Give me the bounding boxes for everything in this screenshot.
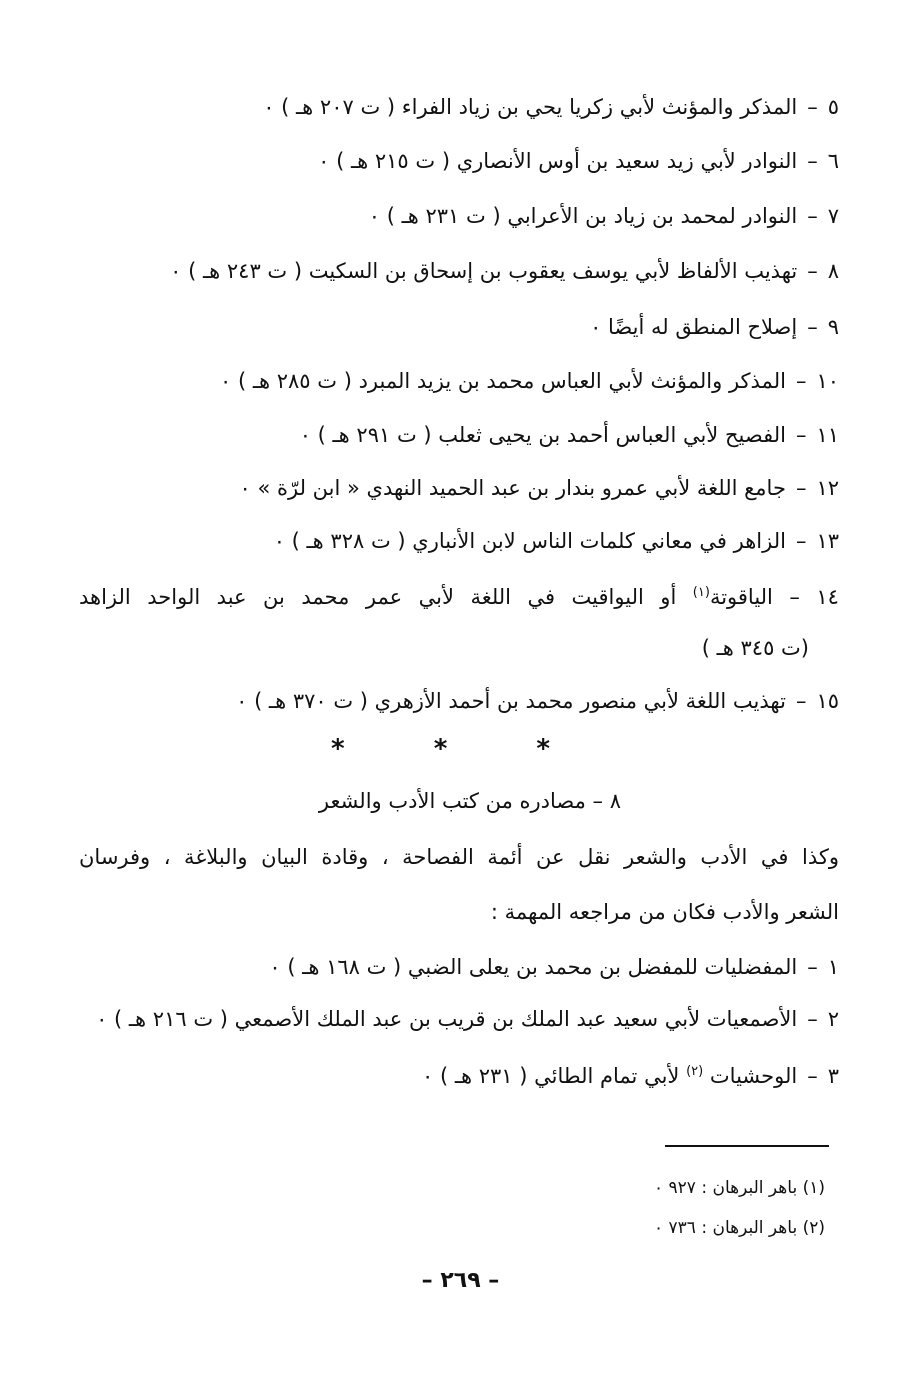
list-item: ١٥–تهذيب اللغة لأبي منصور محمد بن أحمد الأزهري ( ت ٣٧٠ هـ ) ٠ xyxy=(236,689,839,713)
section-heading: ٨ – مصادره من كتب الأدب والشعر xyxy=(318,789,621,813)
list-item: ٦–النوادر لأبي زيد سعيد بن أوس الأنصاري ( ت ٢١٥ هـ ) ٠ xyxy=(318,149,839,173)
paragraph-line: الشعر والأدب فكان من مراجعه المهمة : xyxy=(490,900,839,924)
list-item: ٢–الأصمعيات لأبي سعيد عبد الملك بن قريب بن عبد الملك الأصمعي ( ت ٢١٦ هـ ) ٠ xyxy=(96,1007,839,1031)
list-item-14-continuation: (ت ٣٤٥ هـ ) xyxy=(701,636,809,660)
list-item: ٩–إصلاح المنطق له أيضًا ٠ xyxy=(590,315,839,339)
footnote-ref: (٢) xyxy=(686,1064,704,1079)
list-item: ١٣–الزاهر في معاني كلمات الناس لابن الأنباري ( ت ٣٢٨ هـ ) ٠ xyxy=(273,529,839,553)
list-item: ١٢–جامع اللغة لأبي عمرو بندار بن عبد الحميد النهدي « ابن لرّة » ٠ xyxy=(239,476,839,500)
section-separator: * * * xyxy=(331,734,590,764)
list-item-14: ١٤ – الياقوتة$^{(١)}$ أو اليواقيت في اللغة لأبي عمر محمد بن عبد الواحد الزاهد xyxy=(79,585,839,609)
footnote-ref: (١) xyxy=(692,585,710,600)
footnote-divider xyxy=(665,1145,829,1147)
list-item: ٨–تهذيب الألفاظ لأبي يوسف يعقوب بن إسحاق بن السكيت ( ت ٢٤٣ هـ ) ٠ xyxy=(170,259,839,283)
list-item: ٣–الوحشيات $^{(٢)}$ لأبي تمام الطائي ( ٢٣١ هـ ) ٠ xyxy=(422,1064,839,1088)
list-item: ٥–المذكر والمؤنث لأبي زكريا يحي بن زياد الفراء ( ت ٢٠٧ هـ ) ٠ xyxy=(263,95,839,119)
list-item: ١٠–المذكر والمؤنث لأبي العباس محمد بن يزيد المبرد ( ت ٢٨٥ هـ ) ٠ xyxy=(220,369,839,393)
list-item: ١١–الفصيح لأبي العباس أحمد بن يحيى ثعلب ( ت ٢٩١ هـ ) ٠ xyxy=(299,423,839,447)
footnote: (٢) باهر البرهان : ٧٣٦ ٠ xyxy=(653,1218,825,1238)
footnote: (١) باهر البرهان : ٩٢٧ ٠ xyxy=(653,1178,825,1198)
paragraph-line: وكذا في الأدب والشعر نقل عن أئمة الفصاحة ، وقادة البيان والبلاغة ، وفرسان xyxy=(79,845,839,869)
list-item: ١–المفضليات للمفضل بن محمد بن يعلى الضبي ( ت ١٦٨ هـ ) ٠ xyxy=(269,955,839,979)
list-item: ٧–النوادر لمحمد بن زياد بن الأعرابي ( ت ٢٣١ هـ ) ٠ xyxy=(368,204,839,228)
page-number: – ٢٦٩ – xyxy=(421,1268,500,1293)
